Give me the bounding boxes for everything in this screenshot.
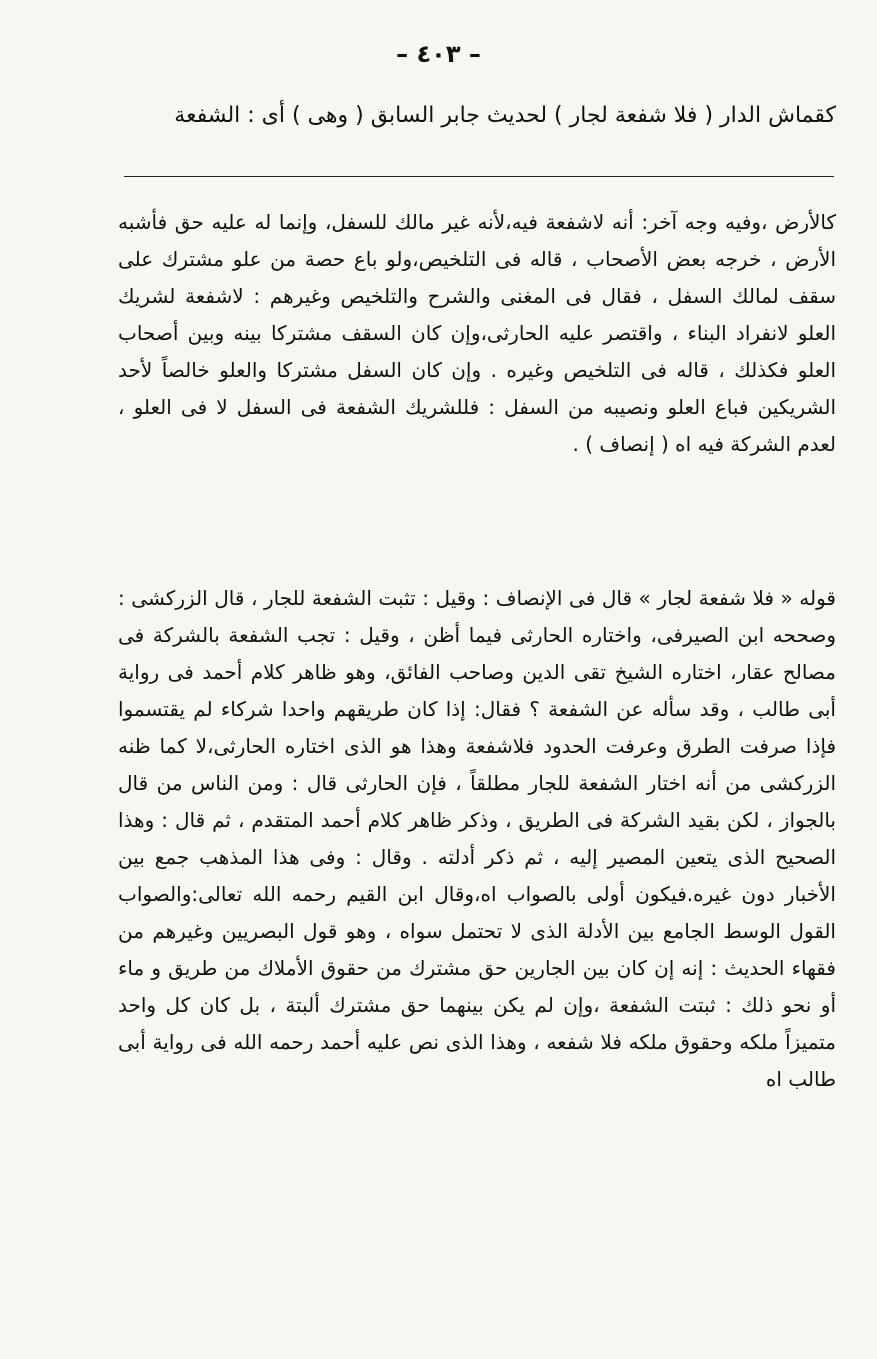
commentary-block-2	[118, 580, 836, 1098]
page-number: – ٤٠٣ –	[396, 40, 481, 68]
divider-line	[124, 176, 834, 177]
commentary-block-1	[118, 204, 836, 463]
commentary-paragraph-2: قوله « فلا شفعة لجار » قال فى الإنصاف : وقيل : تثبت الشفعة للجار ، قال الزركشى : وصححه ابن الصيرفى، واختاره الحارثى فيما أظن ، وقيل : تجب الشفعة بالشركة فى مصالح عقار، اختاره الشيخ تقى الدين وصاحب الفائق، وهو ظاهر كلام أحمد فى رواية أبى طالب ، وقد سأله عن الشفعة ؟ فقال: إذا كان طريقهم واحدا شركاء لم يقتسموا فإذا صرفت الطرق وعرفت الحدود فلاشفعة وهذا هو الذى اختاره الحارثى،لا كما ظنه الزركشى من أنه اختار الشفعة للجار مطلقاً ، فإن الحارثى قال : ومن الناس من قال بالجواز ، لكن بقيد الشركة فى الطريق ، وذكر ظاهر كلام أحمد المتقدم ، ثم قال : وهذا الصحيح الذى يتعين المصير إليه ، ثم ذكر أدلته . وقال : وفى هذا المذهب جمع بين الأخبار دون غيره.فيكون أولى بالصواب اه،وقال ابن القيم رحمه الله تعالى:والصواب القول الوسط الجامع بين الأدلة الذى لا تحتمل سواه ، وهو قول البصريين وغيرهم من فقهاء الحديث : إنه إن كان بين الجارين حق مشترك من حقوق الأملاك من طريق و ماء أو نحو ذلك : ثبتت الشفعة ،وإن لم يكن بينهما حق مشترك ألبتة ، بل كان كل واحد متميزاً ملكه وحقوق ملكه فلا شفعه ، وهذا الذى نص عليه أحمد رحمه الله فى رواية أبى طالب اه	[118, 586, 836, 1091]
main-text-line: كقماش الدار ( فلا شفعة لجار ) لحديث جابر السابق ( وهى ) أى : الشفعة	[174, 103, 836, 128]
commentary-paragraph-1: كالأرض ،وفيه وجه آخر: أنه لاشفعة فيه،لأنه غير مالك للسفل، وإنما له عليه حق فأشبه الأرض ، خرجه بعض الأصحاب ، قاله فى التلخيص،ولو باع حصة من علو مشترك على سقف لمالك السفل ، فقال فى المغنى والشرح والتلخيص وغيرهم : لاشفعة لشريك العلو لانفراد البناء ، واقتصر عليه الحارثى،وإن كان السقف مشتركا بينه وبين أصحاب العلو فكذلك ، قاله فى التلخيص وغيره . وإن كان السفل مشتركا والعلو خالصاً لأحد الشريكين فباع العلو ونصيبه من السفل : فللشريك الشفعة فى السفل لا فى العلو ، لعدم الشركة فيه اه ( إنصاف ) .	[118, 210, 836, 456]
